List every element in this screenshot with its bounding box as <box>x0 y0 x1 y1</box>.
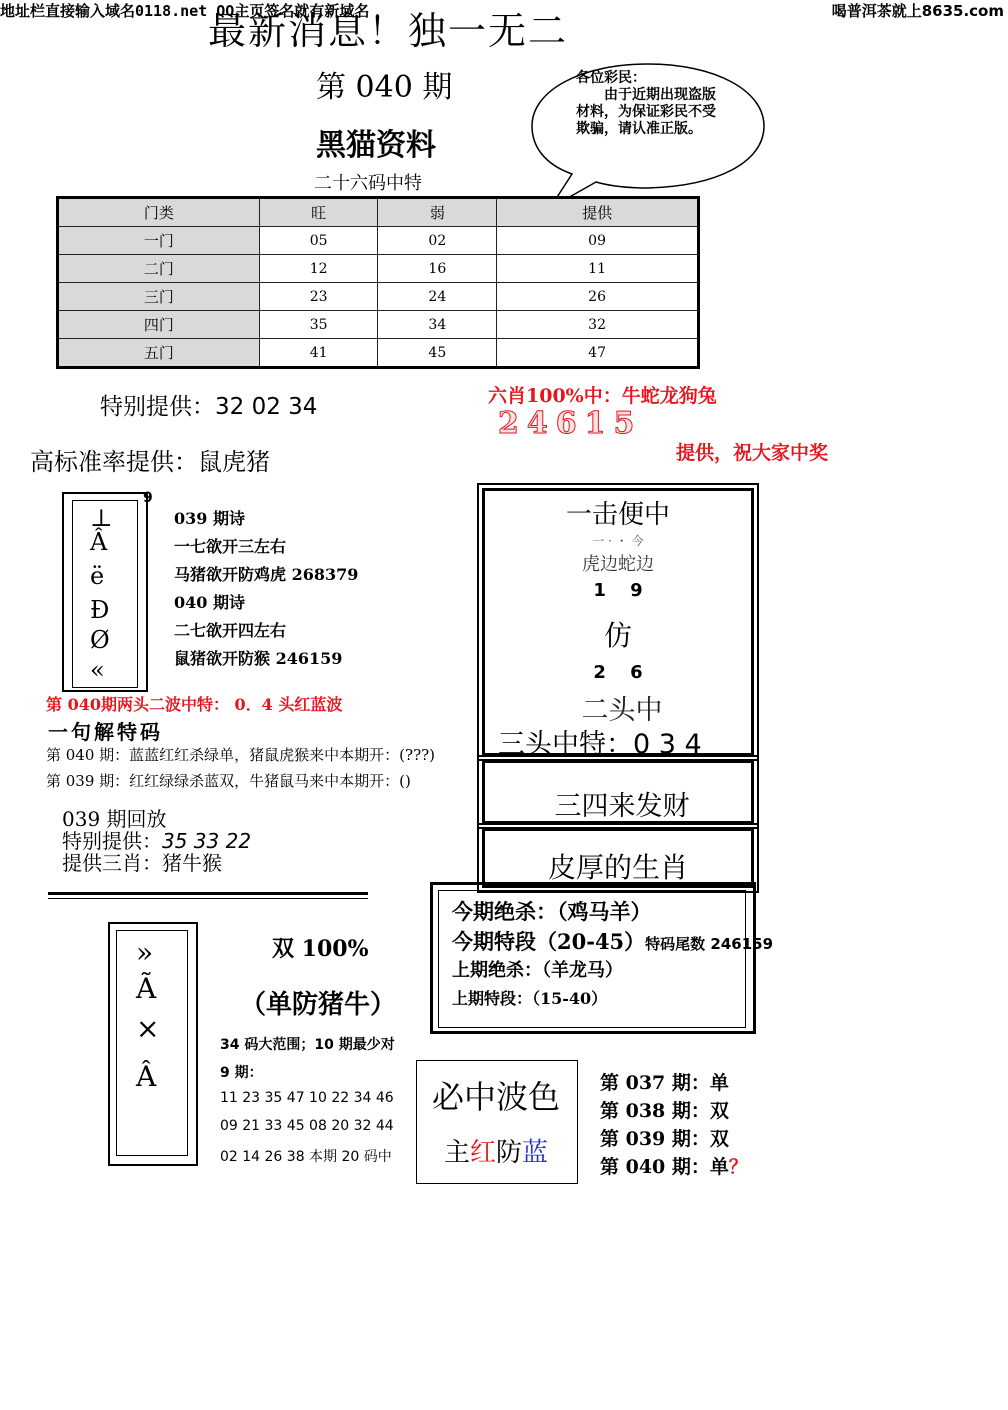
yiji-ertou: 二头中 <box>581 695 663 726</box>
table-cell: 32 <box>497 311 699 339</box>
history-label: 第 038 期： <box>600 1100 710 1122</box>
table-cell: 五门 <box>58 339 260 368</box>
table-cell: 四门 <box>58 311 260 339</box>
yiji-santou: 三头中特：0 3 4 <box>498 729 702 760</box>
history-mark: ？ <box>728 1156 748 1178</box>
range-line: 02 14 26 38 本期 20 码中 <box>220 1149 392 1165</box>
kill-tail: 特码尾数 246159 <box>645 935 774 953</box>
history-value: 单 <box>709 1156 729 1178</box>
table-row <box>58 227 699 255</box>
table-header: 门类 <box>58 198 260 227</box>
poem-line: 马猪欲开防鸡虎 268379 <box>174 565 359 584</box>
range-line: 34 码大范围；10 期最少对 <box>220 1037 395 1053</box>
yiji-title: 一击便中 <box>565 500 670 530</box>
lower-glyph: » <box>136 936 154 969</box>
history-row <box>600 1096 729 1123</box>
poem-glyph: ⊥ <box>90 504 113 532</box>
table-cell: 一门 <box>58 227 260 255</box>
history-row <box>600 1068 729 1095</box>
review-three-label: 提供三肖： <box>62 851 162 875</box>
divider <box>48 892 368 899</box>
table-cell: 35 <box>259 311 378 339</box>
table-header: 旺 <box>259 198 378 227</box>
wave-red: 红 <box>469 1138 496 1168</box>
poem-glyph: Ø <box>90 626 110 654</box>
review-three-value: 猪牛猴 <box>162 851 222 875</box>
wave-color-title: 必中波色 <box>431 1078 560 1116</box>
top-banner-right: 喝普洱茶就上8635.com <box>831 2 1004 20</box>
top-banner-left: 地址栏直接输入域名0118.net QQ主页签名就有新域名 <box>0 2 370 20</box>
table-cell: 41 <box>259 339 378 368</box>
yiji-numbers-2: 2 6 <box>593 662 643 683</box>
table-row <box>58 255 699 283</box>
wave-color-sub <box>416 1132 576 1169</box>
poem-glyph: Ð <box>90 596 110 624</box>
table-cell: 02 <box>378 227 497 255</box>
history-label: 第 037 期： <box>600 1072 710 1094</box>
yiji-fang: 仿 <box>603 619 632 652</box>
lower-glyph: Ã <box>136 972 157 1005</box>
table-cell: 09 <box>497 227 699 255</box>
bubble-body: 由于近期出现盗版材料，为保证彩民不受欺骗，请认准正版。 <box>576 87 716 137</box>
table-cell: 二门 <box>58 255 260 283</box>
wave-blue: 蓝 <box>522 1138 549 1168</box>
table-row <box>58 339 699 368</box>
two-wave-line: 第 040期两头二波中特： 0．4 头红蓝波 <box>46 695 343 714</box>
lower-glyph: ⨯ <box>136 1012 160 1045</box>
gate-table <box>56 196 700 369</box>
table-header: 弱 <box>378 198 497 227</box>
big-number: 24615 <box>498 406 643 441</box>
poem-line: 一七欲开三左右 <box>174 537 287 556</box>
blackcat-title: 黑猫资料 <box>316 128 436 163</box>
review-special-value: 35 33 22 <box>162 829 252 853</box>
table-cell: 三门 <box>58 283 260 311</box>
table-row <box>58 283 699 311</box>
table-header-row <box>58 198 699 227</box>
table-cell: 26 <box>497 283 699 311</box>
table-cell: 11 <box>497 255 699 283</box>
review-special-label: 特别提供： <box>62 829 162 853</box>
table-cell: 24 <box>378 283 497 311</box>
history-value: 单 <box>709 1072 729 1094</box>
poem-glyph: Â <box>90 528 108 556</box>
issue-number: 第 040 期 <box>316 70 453 105</box>
wave-guard: 防 <box>496 1138 523 1168</box>
range-line: 11 23 35 47 10 22 34 46 <box>220 1090 394 1106</box>
bubble-text <box>576 70 726 138</box>
table-cell: 45 <box>378 339 497 368</box>
history-value: 双 <box>709 1100 729 1122</box>
yiji-hub: 虎边蛇边 <box>582 554 654 575</box>
kill-line: 上期特段：（15-40） <box>452 989 608 1008</box>
table-cell: 05 <box>259 227 378 255</box>
table-cell: 16 <box>378 255 497 283</box>
poem-glyph: « <box>90 656 105 684</box>
sansi-text: 三四来发财 <box>554 791 690 822</box>
table-cell: 23 <box>259 283 378 311</box>
history-label: 第 039 期： <box>600 1128 710 1150</box>
table-cell: 12 <box>259 255 378 283</box>
history-label: 第 040 期： <box>600 1156 710 1178</box>
clue-line: 第 040 期：蓝蓝红红杀绿单，猪鼠虎猴来中本期开：(???) <box>46 746 435 764</box>
pihou-text: 皮厚的生肖 <box>547 851 688 884</box>
history-value: 双 <box>709 1128 729 1150</box>
poem-line: 039 期诗 <box>174 509 245 528</box>
special-provide: 特别提供：32 02 34 <box>100 394 318 420</box>
poem-mark: 9 <box>143 490 153 506</box>
table-row <box>58 311 699 339</box>
kill-line <box>452 926 773 956</box>
review-special <box>62 830 251 852</box>
kill-line: 上期绝杀：（羊龙马） <box>452 960 623 981</box>
history-row <box>600 1152 748 1179</box>
review-three <box>62 852 251 874</box>
kill-line: 今期绝杀：（鸡马羊） <box>452 899 652 924</box>
poem-glyph: ë <box>90 562 105 590</box>
review-block <box>62 808 251 874</box>
range-line: 9 期： <box>220 1065 263 1081</box>
kill-range: 今期特段（20-45） <box>452 929 646 954</box>
danfang-title: （单防猪牛） <box>240 990 397 1020</box>
six-zodiac: 六肖100%中：牛蛇龙狗兔 <box>488 385 717 407</box>
headline: 最新消息！独一无二 <box>208 9 569 53</box>
one-sentence-title: 一句解特码 <box>48 720 163 744</box>
wave-main: 主 <box>443 1138 470 1168</box>
history-row <box>600 1124 729 1151</box>
poem-line: 二七欲开四左右 <box>174 621 287 640</box>
table-subtitle: 二十六码中特 <box>314 173 422 194</box>
table-cell: 47 <box>497 339 699 368</box>
lower-glyph: Â <box>136 1060 157 1093</box>
bubble-greeting: 各位彩民： <box>576 70 646 86</box>
yiji-numbers-1: 1 9 <box>593 580 643 601</box>
table-header: 提供 <box>497 198 699 227</box>
yiji-hidden-text: 一 · ・ 今 <box>592 534 644 548</box>
review-title: 039 期回放 <box>62 807 167 831</box>
poem-line: 040 期诗 <box>174 593 245 612</box>
high-rate-provide: 高标准率提供：鼠虎猪 <box>30 448 270 476</box>
clue-line: 第 039 期：红红绿绿杀蓝双，牛猪鼠马来中本期开：() <box>46 772 411 790</box>
range-line: 09 21 33 45 08 20 32 44 <box>220 1118 394 1134</box>
wish-text: 提供，祝大家中奖 <box>676 442 829 464</box>
shuang-title: 双 100% <box>272 936 369 962</box>
table-cell: 34 <box>378 311 497 339</box>
poem-line: 鼠猪欲开防猴 246159 <box>174 649 343 668</box>
